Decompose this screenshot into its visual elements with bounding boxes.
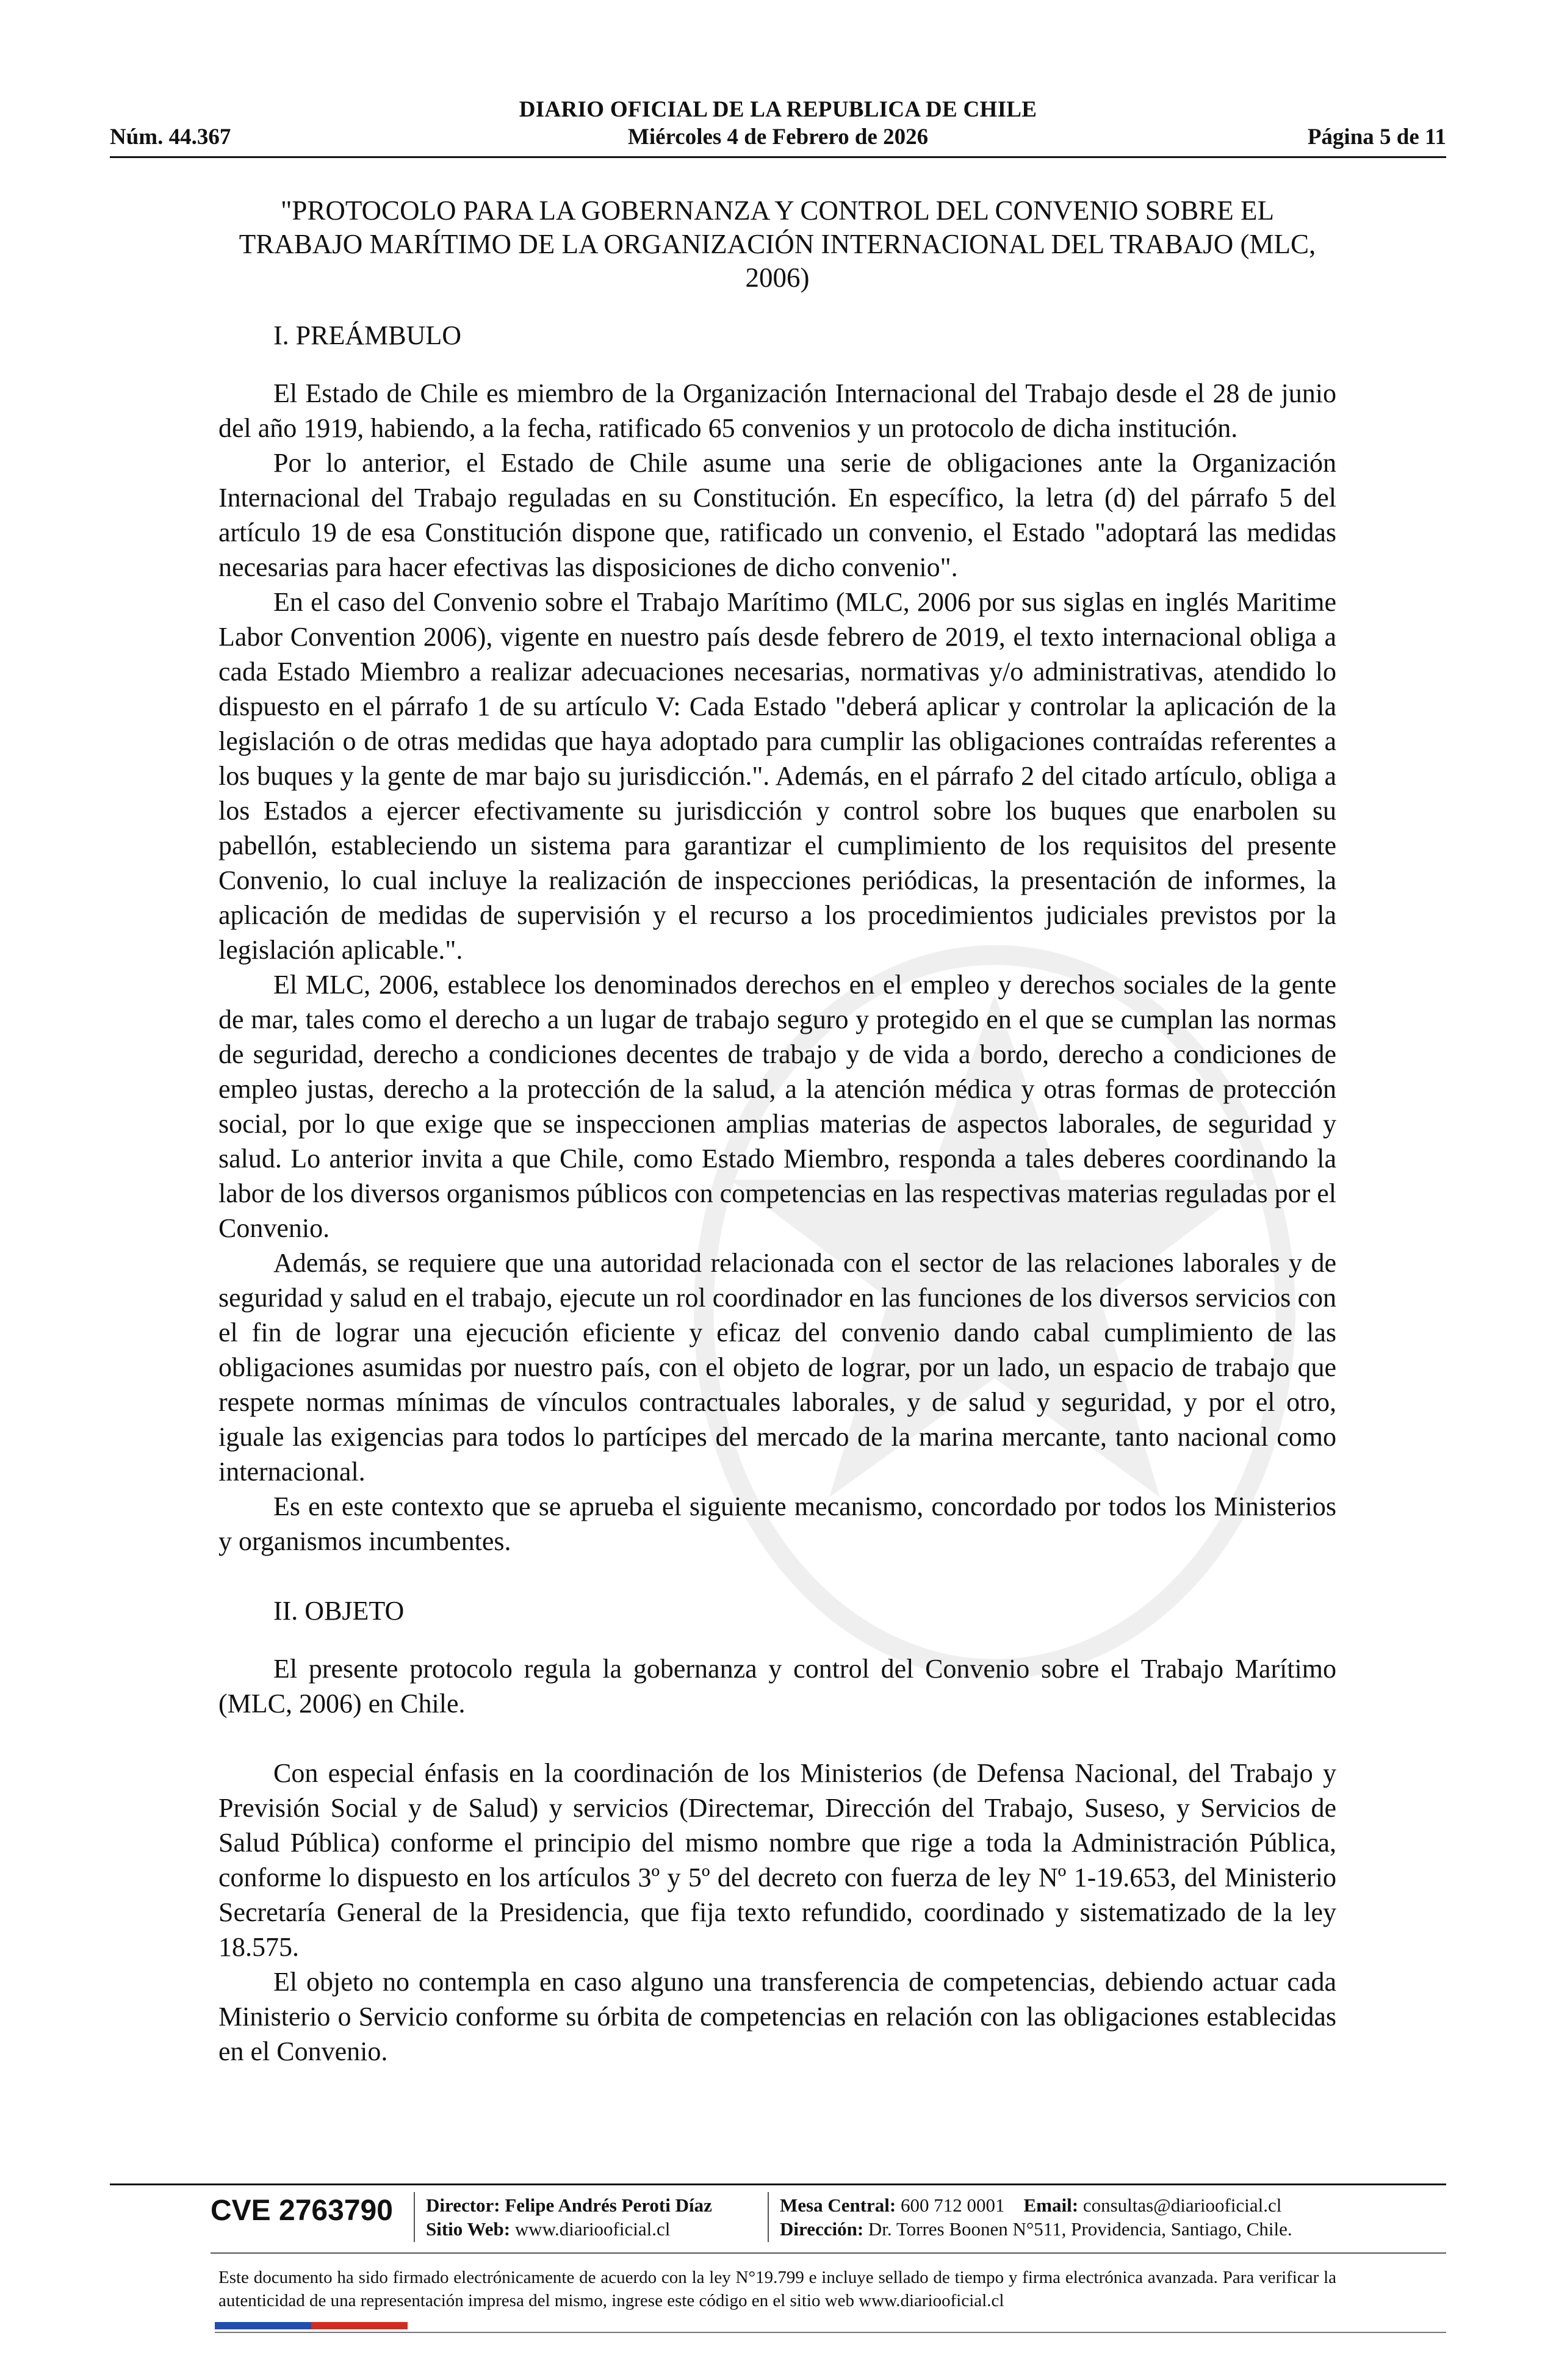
site-label: Sitio Web:	[426, 2218, 511, 2240]
site-link[interactable]: www.diariooficial.cl	[514, 2218, 671, 2240]
footer-inner-divider	[211, 2252, 1446, 2254]
flag-stripe	[215, 2322, 408, 2329]
document-title: "PROTOCOLO PARA LA GOBERNANZA Y CONTROL DEL CONVENIO SOBRE EL TRABAJO MARÍTIMO DE LA ORGANIZACIÓN INTERNACIONAL DEL TRABAJO (MLC, 2006)	[239, 195, 1316, 293]
footer-bottom-rule	[215, 2332, 1446, 2333]
address-value: Dr. Torres Boonen N°511, Providencia, Santiago, Chile.	[868, 2218, 1292, 2240]
paragraph: En el caso del Convenio sobre el Trabajo Marítimo (MLC, 2006 por sus siglas en inglés Maritime Labor Convention 2006), vigente en nuestro país desde febrero de 2019, el texto internacional obliga a cada Estado Miembro a realizar adecuaciones necesarias, normativas y/o administrativas, atendido lo dispuesto en el párrafo 1 de su artículo V: Cada Estado "deberá aplicar y controlar la aplicación de la legislación o de otras medidas que haya adoptado para cumplir las obligaciones contraídas referentes a los buques y la gente de mar bajo su jurisdicción.". Además, en el párrafo 2 del citado artículo, obliga a los Estados a ejercer efectivamente su jurisdicción y control sobre los buques que enarbolen su pabellón, estableciendo un sistema para garantizar el cumplimiento de los requisitos del presente Convenio, lo cual incluye la realización de inspecciones periódicas, la presentación de informes, la aplicación de medidas de supervisión y el recurso a los procedimientos judiciales previstos por la legislación aplicable.".	[218, 587, 1336, 965]
mesa-label: Mesa Central:	[780, 2194, 896, 2216]
footer-contact-block	[780, 2193, 1292, 2241]
section-heading-preambulo: I. PREÁMBULO	[273, 320, 462, 350]
footer-director-block	[426, 2193, 712, 2241]
paragraph: El Estado de Chile es miembro de la Organización Internacional del Trabajo desde el 28 de junio del año 1919, habiendo, a la fecha, ratificado 65 convenios y un protocolo de dicha institución.	[218, 378, 1336, 443]
legal-notice: Este documento ha sido firmado electrónicamente de acuerdo con la ley N°19.799 e incluye sellado de tiempo y firma electrónica avanzada. Para verificar la autenticidad de una representación impresa del mismo, ingrese este código en el sitio web www.diariooficial.cl	[218, 2268, 1336, 2310]
document-body	[218, 194, 1336, 2069]
paragraph: Por lo anterior, el Estado de Chile asume una serie de obligaciones ante la Organización Internacional del Trabajo reguladas en su Constitución. En específico, la letra (d) del párrafo 5 del artículo 19 de esa Constitución dispone que, ratificado un convenio, el Estado "adoptará las medidas necesarias para hacer efectivas las disposiciones de dicho convenio".	[218, 448, 1336, 582]
section-heading-objeto: II. OBJETO	[273, 1596, 405, 1626]
flag-blue-band	[215, 2322, 311, 2329]
paragraph: Además, se requiere que una autoridad relacionada con el sector de las relaciones laborales y de seguridad y salud en el trabajo, ejecute un rol coordinador en las funciones de los diversos servicios con el fin de lograr una ejecución eficiente y eficaz del convenio dando cabal cumplimiento de las obligaciones asumidas por nuestro país, con el objeto de lograr, por un lado, un espacio de trabajo que respete normas mínimas de vínculos contractuales laborales, y de salud y seguridad, y por el otro, iguale las exigencias para todos lo partícipes del mercado de la marina mercante, tanto nacional como internacional.	[218, 1248, 1336, 1487]
issue-date: Miércoles 4 de Febrero de 2026	[627, 124, 929, 150]
director-label: Director:	[426, 2194, 500, 2216]
paragraph: Con especial énfasis en la coordinación de los Ministerios (de Defensa Nacional, del Trabajo y Previsión Social y de Salud) y servicios (Directemar, Dirección del Trabajo, Suseso, y Servicios de Salud Pública) conforme el principio del mismo nombre que rige a toda la Administración Pública, conforme lo dispuesto en los artículos 3º y 5º del decreto con fuerza de ley Nº 1-19.653, del Ministerio Secretaría General de la Presidencia, que fija texto refundido, coordinado y sistematizado de la ley 18.575.	[218, 1758, 1336, 1962]
cve-code: CVE 2763790	[211, 2194, 393, 2227]
address-label: Dirección:	[780, 2218, 864, 2240]
mesa-phone: 600 712 0001	[901, 2194, 1005, 2216]
footer-separator	[768, 2192, 769, 2242]
director-name: Felipe Andrés Peroti Díaz	[505, 2194, 712, 2216]
page-number: Página 5 de 11	[1307, 124, 1446, 150]
paragraph: El presente protocolo regula la gobernanza y control del Convenio sobre el Trabajo Marítimo (MLC, 2006) en Chile.	[218, 1654, 1336, 1718]
issue-number: Núm. 44.367	[110, 124, 231, 150]
paragraph: El objeto no contempla en caso alguno una transferencia de competencias, debiendo actuar cada Ministerio o Servicio conforme su órbita de competencias en relación con las obligaciones establecidas en el Convenio.	[218, 1967, 1336, 2066]
email-link[interactable]: consultas@diariooficial.cl	[1082, 2194, 1282, 2216]
footer-separator	[414, 2192, 415, 2242]
header-divider	[110, 156, 1446, 158]
paragraph: El MLC, 2006, establece los denominados derechos en el empleo y derechos sociales de la gente de mar, tales como el derecho a un lugar de trabajo seguro y protegido en el que se cumplan las normas de seguridad, derecho a condiciones decentes de trabajo y de vida a bordo, derecho a condiciones de empleo justas, derecho a la protección de la salud, a la atención médica y otras formas de protección social, por lo que exige que se inspeccionen amplias materias de aspectos laborales, de seguridad y salud. Lo anterior invita a que Chile, como Estado Miembro, responda a tales deberes coordinando la labor de los diversos organismos públicos con competencias en las respectivas materias reguladas por el Convenio.	[218, 970, 1336, 1243]
paragraph: Es en este contexto que se aprueba el siguiente mecanismo, concordado por todos los Ministerios y organismos incumbentes.	[218, 1491, 1336, 1556]
footer-divider	[110, 2183, 1446, 2185]
flag-red-band	[311, 2322, 408, 2329]
page-header	[110, 90, 1446, 157]
publication-title: DIARIO OFICIAL DE LA REPUBLICA DE CHILE	[519, 97, 1037, 122]
email-label: Email:	[1023, 2194, 1079, 2216]
